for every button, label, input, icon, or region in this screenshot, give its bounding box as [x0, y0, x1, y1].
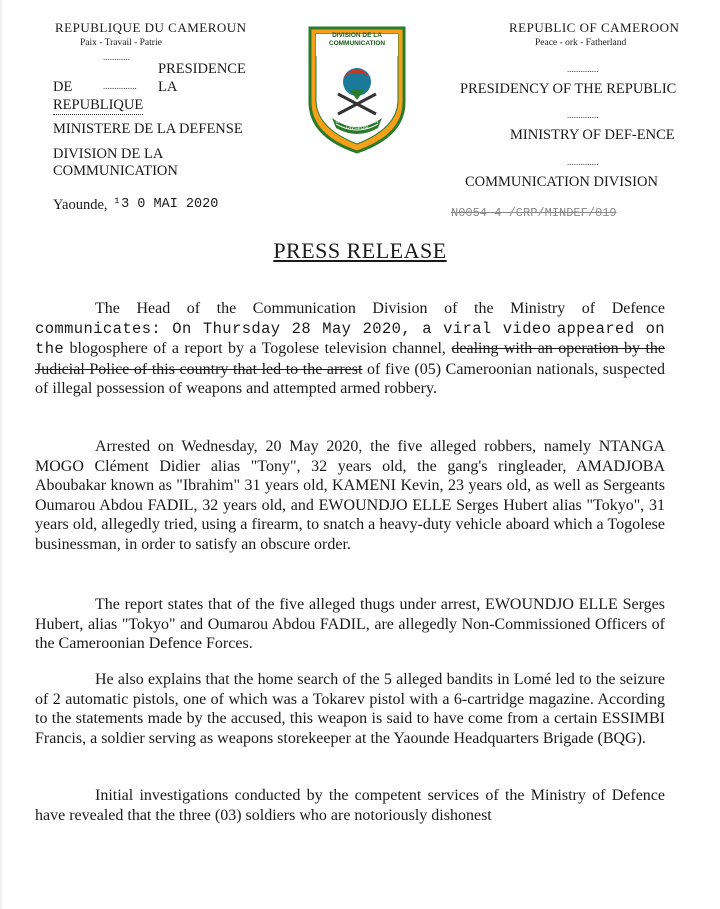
p1-text-c: of five (05) Cameroonian nationals, suspected of illegal possession of weapons and attempted armed robbery. — [35, 360, 665, 397]
p2-text: Arrested on Wednesday, 20 May 2020, the five alleged robbers, namely NTANGA MOGO Clément Didier alias "Tony", 32 years old, the gang's ringleader, AMADJOBA Aboubakar known as "Ibrahim" 31 years old, KAMENI Kevin, 23 years old, as well as Sergeants Oumarou Abdou FADIL, 32 years old, and EWOUNDJO ELLE Serges Hubert alias "Tokyo", 31 years old, allegedly tried, using a firearm, to snatch a heavy-duty vehicle aboard which a Togolese businessman, in order to satisfy an obscure order. — [35, 438, 665, 553]
header-left-motto: Paix - Travail - Patrie — [80, 38, 162, 48]
p1-text-a: The Head of the Communication Division of the Ministry of Defence — [95, 300, 665, 317]
p1-text-b: blogosphere of a report by a Togolese television channel, — [64, 340, 446, 357]
emblem-bottom-text-a: COMMUNICATION — [335, 119, 379, 125]
header-left-division-a: DIVISION DE LA — [53, 146, 164, 162]
p1-strike: dealing with an operation by the Judicial Police of this country that led to the arrest — [35, 340, 666, 378]
header-right-division: COMMUNICATION DIVISION — [465, 174, 658, 190]
emblem-bottom-text — [306, 119, 408, 131]
header-left-ministry: MINISTERE DE LA DEFENSE — [53, 121, 243, 137]
p5-text: Initial investigations conducted by the competent services of the Ministry of Defence have revealed that the three (03) soldiers who are notoriously dishonest — [35, 787, 665, 824]
header-right-ministry: MINISTRY OF DEF-ENCE — [510, 127, 675, 143]
body-paragraph-5 — [35, 786, 665, 825]
header-left-presidency-de: DE — [53, 79, 73, 95]
p3-text: The report states that of the five alleged thugs under arrest, EWOUNDJO ELLE Serges Hubert, alias "Tokyo" and Oumarou Abdou FADIL, are allegedly Non-Commissioned Officers of the Cameroonian Defence Forces. — [35, 596, 665, 652]
communication-division-emblem — [306, 24, 408, 156]
header-right-presidency: PRESIDENCY OF THE REPUBLIC — [460, 81, 677, 97]
header-left-division-b: COMMUNICATION — [53, 163, 178, 179]
header-left-place: Yaounde, — [53, 197, 108, 213]
emblem-top-text-a: DIVISION DE LA — [332, 32, 382, 39]
header-right-motto: Peace - ork - Fatherland — [535, 38, 627, 48]
header-left-dots: ............ — [103, 52, 130, 62]
p1-mono-a: communicates: On Thursday 28 May 2020, a viral video — [35, 319, 552, 338]
body-paragraph-3 — [35, 595, 665, 654]
p1-mono-b: appeared on the — [35, 319, 666, 358]
emblem-top-text — [306, 32, 408, 48]
header-left-presidency-b: REPUBLIQUE — [53, 97, 144, 113]
header-left-date: ¹3 0 MAI 2020 — [113, 197, 219, 212]
header-right-dots-3: .............. — [567, 157, 599, 167]
header-left-presidency-a: PRESIDENCE — [158, 61, 246, 77]
header-left-presidency-la: LA — [158, 79, 178, 95]
p4-text: He also explains that the home search of the 5 alleged bandits in Lomé led to the seizure of 2 automatic pistols, one of which was a Tokarev pistol with a 6-cartridge magazine. According to the statements made by the accused, this weapon is said to have come from a certain ESSIMBI Francis, a soldier serving as weapons storekeeper at the Yaounde Headquarters Brigade (BQG). — [35, 671, 665, 747]
emblem-top-text-b: COMMUNICATION — [328, 40, 386, 47]
header-left-presidency-dots: ............... — [103, 81, 137, 91]
body-paragraph-2 — [35, 437, 665, 554]
header-right-dots-2: .............. — [567, 110, 599, 120]
header-left-country: REPUBLIQUE DU CAMEROUN — [55, 20, 247, 35]
body-paragraph-4 — [35, 670, 665, 748]
header-right-dots-1: .............. — [567, 64, 599, 74]
header-right-reference: N0054 4 /CRP/MINDEF/019 — [451, 206, 617, 220]
body-paragraph-1 — [35, 299, 665, 399]
emblem-bottom-text-b: DIVISION — [346, 125, 368, 131]
header-right-country: REPUBLIC OF CAMEROON — [509, 20, 680, 35]
page-title: PRESS RELEASE — [273, 238, 447, 263]
page-edge-shadow — [0, 0, 4, 909]
